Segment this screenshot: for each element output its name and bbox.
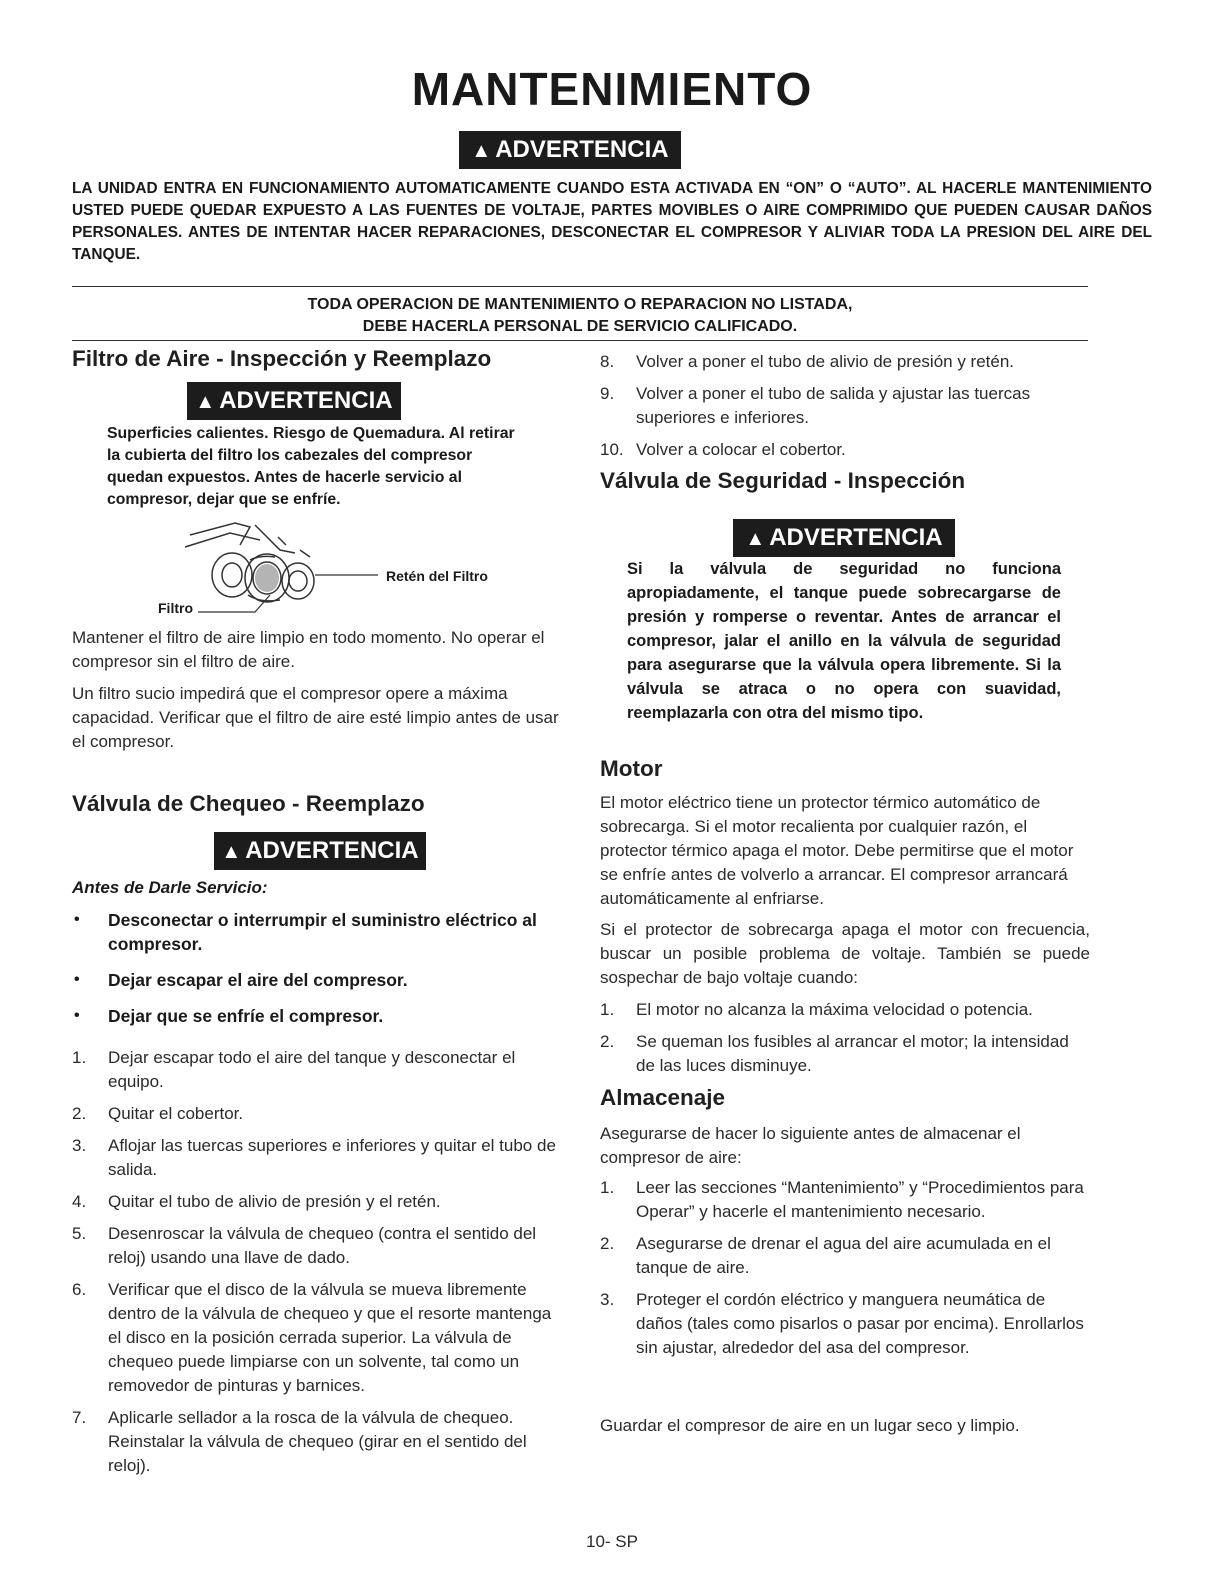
label-reten-filtro: Retén del Filtro — [386, 568, 488, 584]
list-item: 10. Volver a colocar el cobertor. — [600, 440, 846, 459]
list-item: • Dejar que se enfríe el compresor. — [74, 1006, 384, 1026]
filtro-para-1: Mantener el filtro de aire limpio en todo momento. No operar el compresor sin el filtro de aire. — [72, 628, 545, 671]
chequeo-heading: Válvula de Chequeo - Reemplazo — [72, 791, 425, 816]
chequeo-subheading: Antes de Darle Servicio: — [72, 878, 268, 897]
chequeo-bullets — [72, 908, 560, 1040]
service-note-line1: TODA OPERACION DE MANTENIMIENTO O REPARACION NO LISTADA, — [307, 296, 853, 313]
list-item: 6. Verificar que el disco de la válvula se mueva libremente dentro de la válvula de chequeo y que el resorte mantenga el disco en la posición cerrada superior. La válvula de chequeo puede limpiarse con un solvente, tal como un removedor de pinturas y barnices. — [72, 1280, 552, 1395]
warning-badge-filtro — [187, 382, 401, 420]
list-item: 1. Dejar escapar todo el aire del tanque y desconectar el equipo. — [72, 1048, 516, 1091]
motor-para-1: El motor eléctrico tiene un protector térmico automático de sobrecarga. Si el motor recalienta por cualquier razón, el protector térmico apaga el motor. Debe permitirse que el motor se enfríe antes de volverlo a arrancar. El compresor arrancará automáticamente al enfriarse. — [600, 793, 1074, 908]
filtro-para-2: Un filtro sucio impedirá que el compresor opere a máxima capacidad. Verificar que el filtro de aire esté limpio antes de usar el compresor. — [72, 684, 559, 751]
almacenaje-intro: Asegurarse de hacer lo siguiente antes de almacenar el compresor de aire: — [600, 1124, 1021, 1167]
almacenaje-closing: Guardar el compresor de aire en un lugar seco y limpio. — [600, 1416, 1020, 1435]
warning-badge-label: ADVERTENCIA — [245, 837, 419, 864]
list-item: • Desconectar o interrumpir el suministro eléctrico al compresor. — [74, 910, 537, 954]
almacenaje-heading: Almacenaje — [600, 1085, 726, 1110]
seguridad-heading: Válvula de Seguridad - Inspección — [600, 468, 966, 493]
divider-bottom — [72, 340, 1088, 341]
list-item: 5. Desenroscar la válvula de chequeo (contra el sentido del reloj) usando una llave de dado. — [72, 1224, 537, 1267]
bullet-icon: • — [74, 1007, 80, 1024]
bullet-icon: • — [74, 971, 80, 988]
service-note-line2: DEBE HACERLA PERSONAL DE SERVICIO CALIFICADO. — [362, 318, 798, 335]
page-title: MANTENIMIENTO — [411, 63, 813, 115]
top-warning-text: LA UNIDAD ENTRA EN FUNCIONAMIENTO AUTOMATICAMENTE CUANDO ESTA ACTIVADA EN “ON” O “AUTO”. AL HACERLE MANTENIMIENTO USTED PUEDE QUEDAR EXPUESTO A LAS FUENTES DE VOLTAJE, PARTES MOVIBLES O AIRE COMPRIMIDO QUE PUEDEN CAUSAR DAÑOS PERSONALES. ANTES DE INTENTAR HACER REPARACIONES, DESCONECTAR EL COMPRESOR Y ALIVIAR TODA LA PRESION DEL AIRE DEL TANQUE. — [72, 180, 1152, 263]
almacenaje-list — [600, 1176, 1090, 1368]
list-item: 3. Aflojar las tuercas superiores e inferiores y quitar el tubo de salida. — [72, 1136, 556, 1179]
label-filtro: Filtro — [158, 600, 193, 616]
divider-top — [72, 286, 1088, 287]
air-filter-illustration — [160, 515, 390, 620]
warning-badge-top — [459, 131, 681, 169]
warning-triangle-icon: ▲ — [745, 528, 766, 550]
list-item: 4. Quitar el tubo de alivio de presión y el retén. — [72, 1192, 441, 1211]
chequeo-steps-continued — [600, 350, 1088, 470]
list-item: 1. Leer las secciones “Mantenimiento” y “Procedimientos para Operar” y hacerle el mantenimiento necesario. — [600, 1178, 1084, 1221]
seguridad-warning-text: Si la válvula de seguridad no funciona apropiadamente, el tanque puede sobrecargarse de presión y romperse o reventar. Antes de arrancar el compresor, jalar el anillo en la válvula de seguridad para asegurarse que la válvula opera libremente. Si la válvula se atraca o no opera con suavidad, reemplazarla con otra del mismo tipo. — [627, 560, 1061, 722]
list-item: 2. Asegurarse de drenar el agua del aire acumulada en el tanque de aire. — [600, 1234, 1051, 1277]
list-item: 7. Aplicarle sellador a la rosca de la válvula de chequeo. Reinstalar la válvula de chequeo (girar en el sentido del reloj). — [72, 1408, 527, 1475]
list-item: 9. Volver a poner el tubo de salida y ajustar las tuercas superiores e inferiores. — [600, 384, 1031, 427]
warning-badge-chequeo — [214, 832, 426, 870]
list-item: • Dejar escapar el aire del compresor. — [74, 970, 408, 990]
service-note — [72, 294, 1088, 338]
warning-badge-label: ADVERTENCIA — [769, 524, 943, 551]
warning-badge-seguridad — [733, 519, 955, 557]
bullet-icon: • — [74, 911, 80, 928]
list-item: 2. Quitar el cobertor. — [72, 1104, 244, 1123]
warning-triangle-icon: ▲ — [471, 140, 492, 162]
page-number: 10- SP — [586, 1532, 638, 1551]
motor-list — [600, 998, 1090, 1086]
list-item: 8. Volver a poner el tubo de alivio de presión y retén. — [600, 352, 1015, 371]
list-item: 2. Se queman los fusibles al arrancar el motor; la intensidad de las luces disminuye. — [600, 1032, 1069, 1075]
filtro-heading: Filtro de Aire - Inspección y Reemplazo — [72, 346, 492, 371]
list-item: 3. Proteger el cordón eléctrico y manguera neumática de daños (tales como pisarlos o pasar por encima). Enrollarlos sin ajustar, alrededor del asa del compresor. — [600, 1290, 1084, 1357]
warning-badge-label: ADVERTENCIA — [495, 136, 669, 163]
filtro-warning-text: Superficies calientes. Riesgo de Quemadura. Al retirar la cubierta del filtro los cabezales del compresor quedan expuestos. Antes de hacerle servicio al compresor, dejar que se enfríe. — [107, 425, 515, 508]
motor-para-2: Si el protector de sobrecarga apaga el motor con frecuencia, buscar un posible problema de voltaje. También se puede sospechar de bajo voltaje cuando: — [600, 920, 1090, 987]
warning-triangle-icon: ▲ — [221, 841, 242, 863]
warning-triangle-icon: ▲ — [195, 391, 216, 413]
motor-heading: Motor — [600, 756, 663, 781]
warning-badge-label: ADVERTENCIA — [219, 387, 393, 414]
list-item: 1. El motor no alcanza la máxima velocidad o potencia. — [600, 1000, 1033, 1019]
chequeo-steps — [72, 1046, 560, 1486]
